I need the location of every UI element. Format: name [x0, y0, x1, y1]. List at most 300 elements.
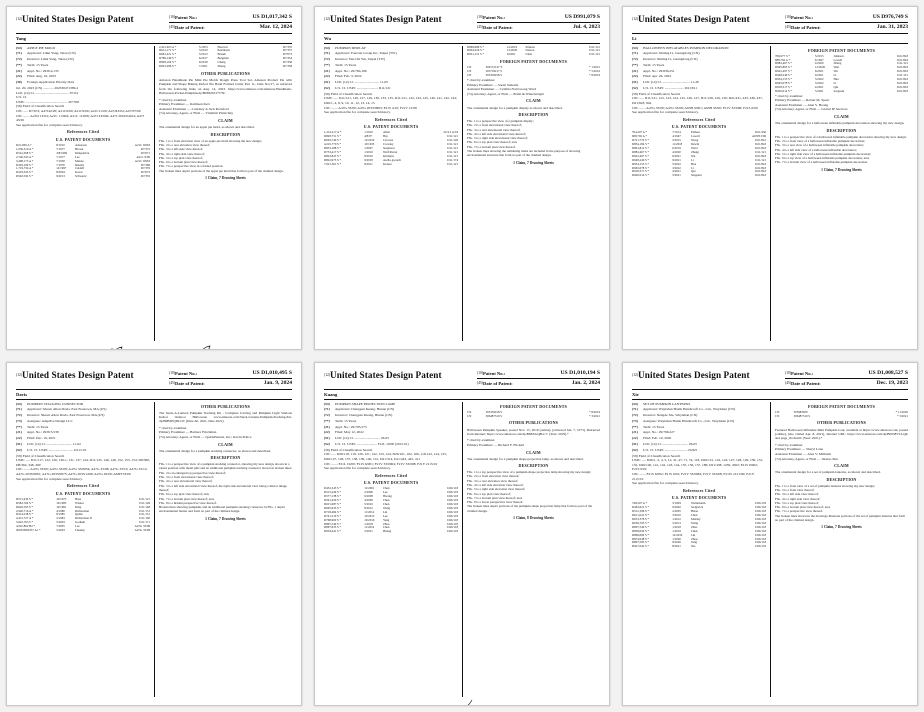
- code-12: (12): [632, 17, 638, 21]
- patent-page-6: [622, 362, 918, 706]
- table-row: D834,184 S * 11/2018 Dewitt D21/843: [632, 142, 766, 147]
- description-item: FIG. 8 is a hidden perspective view thereof.: [159, 500, 217, 505]
- table-row: D869,989 S * 12/2019 Simons D11/121: [467, 45, 600, 49]
- table-row: D922,497 S * 6/2021 Wu D21/843: [632, 153, 766, 158]
- header-left-2: [324, 14, 473, 24]
- description-item: FIG. 1 is a front view of a set of pumpkin lanterns showing my new design;: [775, 483, 875, 488]
- primary-examiner: Primary Examiner — Richard F. Flickert: [467, 442, 525, 447]
- field-71: [16, 51, 150, 56]
- uspc: USPC ................................................ D7/358: [16, 99, 80, 104]
- field-21: (21) Appl. No.: 29/784,186: [324, 68, 367, 73]
- us-patent-documents-title: U.S. PATENT DOCUMENTS: [671, 124, 727, 130]
- other-publications-title: OTHER PUBLICATIONS: [816, 420, 867, 426]
- cited-by-examiner: * cited by examiner: [775, 93, 803, 98]
- field-21: (21) Appl. No.: 29/766,227: [632, 430, 675, 435]
- table-row: D867,635 S * 11/2019 Chen D26/118: [324, 525, 458, 530]
- table-row: D522,308 S * 3/8/1982 Kirkpatrick D7/671: [16, 150, 150, 155]
- see-file-note: See application file for complete search history.: [324, 110, 391, 115]
- attorney-agent: (74) Attorney, Agent, or Firm — Jiaxiao Zhu: [775, 456, 838, 461]
- inventor-surname: Xie: [632, 390, 908, 400]
- table-row: 2,740,345 A * 7/1977 Lee A21C 9/00: [16, 154, 150, 159]
- field-54: (54) PUMPKIN STACKING CONNECTOR: [16, 401, 84, 406]
- date-value: Mar. 12, 2024: [259, 24, 292, 30]
- table-row: D665,933 S * 8/2012 Wang D26/118: [324, 505, 458, 510]
- code-10: (10): [477, 15, 484, 19]
- patent-cell-3[interactable]: [616, 0, 924, 356]
- field-22: (22) Filed: May 12, 2022: [324, 430, 364, 435]
- table-row: CN 303718217 S * 5/2016: [467, 69, 600, 74]
- date-value: Jan. 9, 2024: [263, 380, 292, 386]
- header-left-5: [324, 370, 473, 380]
- attorney-agent: (74) Attorney, Agent, or Firm — Global IP Services: [775, 107, 848, 112]
- description-item: FIG. 3 is a rear elevational view thereof;: [467, 127, 521, 132]
- other-publications-text: The Stack-A-Lantern Pumpkin Stacking Kit - Complete Carving and Pumpkin Light Stations Indoor Outdoor Halloween www.amazon.com/Stack-Lantern-Pumpkin-Stacking-Kit-dp/B0B3PQDLC0/ (Date Jul, 2021, Date 2021).: [159, 410, 292, 424]
- patent-page-2: [314, 6, 610, 350]
- patent-body-5: [324, 402, 600, 697]
- field-num: (30): [16, 80, 22, 85]
- attorney-agent: (74) Attorney, Agent, or Firm — Bolin & Wheelwright: [467, 91, 544, 96]
- drawing-area-6: [632, 699, 908, 707]
- inventor-surname: Li: [632, 34, 908, 44]
- table-row: D918,317 S * 4/2021 Qiu D21/843: [775, 84, 908, 89]
- claim-title: CLAIM: [834, 463, 849, 469]
- table-row: CN 305339018 S * 8/2019: [467, 73, 600, 78]
- date-label: Date of Patent:: [791, 25, 821, 30]
- attorney-agent: (74) Attorney, Agent, or Firm — Vladimir Pivnichny: [159, 111, 234, 116]
- description-item: FIG. 2 is a front view thereof;: [775, 487, 815, 492]
- table-row: 1,214,217 A * 1/1910 Allen 22/4 2 A/18: [324, 130, 458, 135]
- table-row: CN 300172147 Y * 1/2021: [467, 65, 600, 70]
- table-row: D869,082 S * 12/2019 Liu D26/118: [632, 532, 766, 537]
- patent-no-label: Patent No.:: [175, 15, 198, 20]
- table-row: D653,378 S * 1/2012 Mobley D26/118: [632, 517, 766, 521]
- table-row: D615,687 S * 5/2010 Chen D26/118: [324, 502, 458, 507]
- inventor-surname: Kuang: [324, 390, 600, 400]
- table-row: 704,207 A * 7/1914 Ealhew D21/436: [632, 130, 766, 135]
- foreign-patent-documents-title: FOREIGN PATENT DOCUMENTS: [499, 59, 568, 65]
- table-row: D721,774 S * 2/2015 Wong D21/841: [632, 138, 766, 143]
- table-row: CN 305339018 S * 8/2019: [467, 409, 600, 414]
- field-term: (**) Term: 15 Years: [324, 62, 357, 67]
- field-num: (21): [16, 68, 22, 73]
- see-file-note: See application file for complete search history.: [632, 110, 699, 115]
- cpc-text: CPC ....... F21L 19/00; F21S 6/001; F21V 33/0004; F21V 33/008; F21Y 2115/10: [324, 461, 438, 466]
- field-text: Appl. No.: 29/814,135: [27, 68, 59, 73]
- description-item: FIG. 7 is a bottom plan view thereof; and,: [467, 495, 523, 500]
- claims-sheets: 1 Claim, 8 Drawing Sheets: [513, 516, 554, 521]
- field-71: (71) Applicant: Wuyishan Haidu Handicraft Co., Ltd., Wuyishan (CN): [632, 407, 736, 412]
- field-52: (52) U.S. Cl. USPC ............................ D11/119: [16, 447, 87, 452]
- table-row: D807,549 S * 1/2018 Zhao D26/118: [632, 524, 766, 529]
- patent-page-1: [6, 6, 302, 350]
- table-row: 4,210,779 S * 10/1935 Crowley D11/121: [324, 142, 458, 147]
- inventor-surname: Davis: [16, 390, 292, 400]
- description-item: FIG. 2 is a front elevation view thereof;: [467, 474, 520, 479]
- cpc-text: CPC ....... F21S 6/002; F21S 9/02; F21V 33/0084; F21V 33/008; F21W 2121/00; F21Y 2115/10: [632, 471, 755, 481]
- table-row: D861,812 S * 6/2019 Ward D21/843: [632, 146, 766, 151]
- drawing-area-5: [324, 699, 600, 707]
- table-row: D21,839 A * 8/1910 Ackerson A21C 9/063: [16, 143, 150, 147]
- patent-no-value: US D991,079 S: [564, 14, 600, 20]
- see-file-note: See application file for complete search history.: [324, 466, 391, 471]
- field-71: (71) Applicant: Xinling Li, Guangdong (CN): [632, 51, 700, 56]
- page-title: United States Design Patent: [22, 370, 134, 380]
- table-row: 4,910,802 B2 * 7/2005 Lee A47G 33/08: [16, 524, 150, 529]
- patent-no-label: Patent No.:: [175, 371, 198, 376]
- field-71: (71) Applicant: Yourstar Group Inc, Taipei (TW): [324, 51, 397, 56]
- field-text: Term: 15 Years: [27, 62, 49, 67]
- field-term: [16, 63, 150, 68]
- description-item: FIG. 3 is a left-side view thereof;: [159, 147, 203, 152]
- date-value: Jan. 31, 2023: [876, 24, 908, 30]
- field-54: [16, 46, 150, 51]
- field-71: (71) Applicant: Chengpan Kuang, Hunan (CN): [324, 407, 395, 412]
- right-column-4: [154, 402, 292, 697]
- primary-examiner: Primary Examiner — Sheryl Lane: [775, 447, 824, 452]
- left-column-3: [632, 46, 770, 341]
- code-10: (10): [169, 15, 176, 19]
- patent-header-2: [324, 14, 600, 34]
- table-row: D629,749 S * 12/2010 Ciccone D11/126: [324, 138, 458, 143]
- description-item: FIG. 5 is a right side elevational view thereof;: [467, 136, 528, 141]
- see-file-note: See application file for complete search history.: [632, 481, 699, 486]
- table-row: D927,042 S * 8/2021 Xie D26/118: [632, 544, 766, 549]
- field-22: (22) Filed: Apr. 26, 2022: [632, 74, 672, 79]
- field-term: (**) Term: 15 Years: [16, 424, 49, 429]
- table-row: 688,702 A * 6/1947 Lowell D21/843: [775, 57, 908, 62]
- field-21: (21) Appl. No.: 29/815,538: [16, 430, 59, 435]
- code-45: (45): [169, 381, 176, 385]
- table-row: D931,151 S * 9/2021 Chen D11/121: [467, 52, 600, 57]
- table-row: CN 306487319 S * 3/2021: [775, 413, 908, 418]
- table-row: 608,702 A * 4/1947 Lowell A63H 3/06: [632, 134, 766, 139]
- patent-body-1: [16, 46, 292, 341]
- field-51: (51) LOC (14) Cl. ............................. 26-05: [324, 436, 390, 441]
- patent-date-row: [785, 380, 908, 387]
- drawing-area-2: [324, 343, 600, 351]
- header-left-6: [632, 370, 781, 380]
- description-item: FIG. 7 is a bottom plan view thereof; and,: [159, 496, 215, 501]
- references-table: [324, 487, 458, 534]
- header-right-5: [473, 370, 600, 387]
- table-row: D577,138 S * 9/2008 Hwang D26/118: [324, 494, 458, 499]
- description-item: FIG. 6 is a bottom plan view thereof; and,: [775, 505, 831, 510]
- header-divider: [785, 22, 908, 23]
- table-row: D656,795 S * 5/2013 Wang D26/118: [632, 520, 766, 525]
- description-title: DESCRIPTION: [826, 127, 857, 133]
- code-45: (45): [477, 381, 484, 385]
- description-item: FIG. 4 is a right side view thereof;: [775, 496, 821, 501]
- patent-page-4: [6, 362, 302, 706]
- code-10: (10): [785, 371, 792, 375]
- foreign-patent-documents-title: FOREIGN PATENT DOCUMENTS: [807, 403, 876, 409]
- field-of-search-label: (58) Field of Classification Search: [16, 453, 65, 458]
- table-row: D768,900 S * 10/2016 Yang D26/118: [324, 517, 458, 522]
- field-54: (54) PUMPKIN SHAPE PROJECTION LAMP: [324, 401, 396, 406]
- header-left-1: [16, 14, 165, 24]
- references-cited-title: References Cited: [66, 483, 100, 489]
- code-10: (10): [477, 371, 484, 375]
- table-row: D965,078 S * 3/2022 Li D21/843: [775, 80, 908, 85]
- description-item: FIG. 5 is a top plan view thereof;: [775, 500, 819, 505]
- field-text: Inventor: Lihui Yang, Taizu (CN): [27, 57, 74, 62]
- drawing-area-1: [16, 343, 292, 351]
- field-num: (54): [16, 45, 22, 50]
- description-title: DESCRIPTION: [210, 455, 241, 461]
- header-right-1: [165, 14, 292, 31]
- field-term: (**) Term: 15 Years: [324, 418, 357, 423]
- table-row: D828,104 S * 9/2018 Cheng D7/358: [159, 60, 292, 65]
- table-row: D515,249 S * 2/2006 Lee D26/118: [324, 490, 458, 495]
- description-item: The broken lines depict portions of the apple pie mold that form no part of the claimed design.: [159, 168, 284, 173]
- description-item: FIG. 8 is a lower perspective view thereof.: [467, 500, 524, 505]
- description-item: FIG. 1 is a front elevation view of an apple pie mold showing the new design;: [159, 138, 262, 143]
- assistant-examiner: Assistant Examiner — Cynthia Nail Luong Ward: [467, 87, 536, 92]
- see-file-note: See application file for complete search history.: [16, 476, 83, 481]
- foreign-references-table: [775, 55, 908, 94]
- description-item: FIG. 4 is a rear elevational view thereof;: [159, 479, 213, 484]
- claims-sheets: 1 Claim, 7 Drawing Sheets: [205, 176, 246, 180]
- header-right-2: [473, 14, 600, 31]
- description-list: [775, 135, 908, 165]
- claims-sheets: 1 Claim, 7 Drawing Sheets: [205, 516, 246, 521]
- description-item: FIG. 4 is a right-side view thereof;: [159, 151, 205, 156]
- description-item: Broken lines showing pumpkins and an additional pumpkin stacking connector in FIG. 1 depict environmental matter and form no part of the claimed design.: [159, 505, 285, 514]
- patent-number-row: [477, 14, 600, 21]
- drawing-area-4: [16, 699, 292, 707]
- cited-by-examiner: * cited by examiner: [159, 97, 187, 102]
- field-22: (22) Filed: Dec. 19, 2021: [16, 436, 56, 441]
- field-72: [16, 57, 150, 62]
- field-of-search-label: (58) Field of Classification Search: [324, 91, 373, 96]
- table-row: 1,719,734 A * 12/1997 Caldeff D7/376: [16, 166, 150, 171]
- table-row: 1,036,519 A * 7/1977 Brown D7/372: [16, 146, 150, 151]
- code-10: (10): [169, 371, 176, 375]
- date-label: Date of Patent:: [791, 381, 821, 386]
- page-title: United States Design Patent: [22, 14, 134, 24]
- table-row: D611,641 S * 3/2010 Chen D26/118: [632, 513, 766, 518]
- table-row: 748,207 A * 5/1904 Wallenstein D26/118: [632, 501, 766, 506]
- foreign-references-table: [467, 411, 600, 419]
- right-column-6: [770, 402, 908, 697]
- claims-sheets: 1 Claim, 7 Drawing Sheets: [513, 160, 554, 165]
- description-item: FIG. 7 is a perspective view in a folded position.: [159, 164, 224, 169]
- other-publications-text: Featured Halloween Inflatable Mini Pumpkin look, available at https://www.amazon.com, posted [online], [site visited Apr. 8, 2021], Internet URL: https://www.amazon.com/dp/B0938VCLQK and page_th=detail/ (Year: 2021).*: [775, 427, 908, 441]
- field-72: (72) Inventor: Chengpan Kuang, Hunan (CN): [324, 413, 393, 418]
- field-text: APPLE PIE MOLD: [27, 45, 56, 50]
- table-row: D515,430 S * 10/1973 Haas D11/121: [16, 496, 150, 501]
- patent-cell-2[interactable]: [308, 0, 616, 356]
- description-item: FIG. 1 is a top perspective view of a pumpkin shape projection lamp showing my new design;: [467, 470, 592, 475]
- table-row: CN 306487319 S * 3/2021: [467, 413, 600, 418]
- other-publications-text: Amazon Handmade Pie Mini Pie Molds Dough Press Tool Set, Amazon Product Pie with Pumpkin and Shape Baking Perfect Pie Hand Formed Cutter Part 11,. Date Nov17, as retrieved from the following links on Aug. 14, 2023. https://www.amazon.com/Amazon-Handmade-Halloween-Pocket-Pumpkin-dp/B08XNZVT7N/.: [159, 78, 292, 96]
- patent-number-row: [169, 14, 292, 21]
- description-item: FIG. 3 is a front elevational view thereof;: [159, 475, 214, 480]
- description-item: FIG. 1 is a perspective view of a pumpkin display;: [467, 119, 534, 123]
- header-left-4: [16, 370, 165, 380]
- patent-cell-4[interactable]: [0, 356, 308, 712]
- description-item: FIG. 2 is a rear elevation view thereof;: [159, 142, 211, 147]
- field-52: (52) U.S. Cl. USPC ...................... D21/811: [632, 85, 698, 90]
- code-45: (45): [785, 25, 792, 29]
- claims-sheets: 1 Claim, 7 Drawing Sheets: [821, 167, 862, 172]
- right-column-2: [462, 46, 600, 341]
- page-title: United States Design Patent: [638, 370, 750, 380]
- table-row: D874,048 S * 1/2020 Zhou D26/118: [632, 536, 766, 541]
- description-title: DESCRIPTION: [826, 476, 857, 482]
- field-54: (54) PUMPKIN DISPLAY: [324, 45, 367, 50]
- claims-sheets: 1 Claim, 7 Drawing Sheets: [821, 525, 862, 530]
- left-column-4: [16, 402, 154, 697]
- primary-examiner: Primary Examiner — Robert M. Spear: [775, 98, 830, 103]
- field-of-search-text: CPC ..... D7/672; A47J42/20; A21C9/00; A21C9/06; A21C11/00; A47J43/04; A47J37/00: [16, 108, 141, 113]
- table-row: D822,847 S * 8/2010 Kitchens D11/121: [324, 153, 458, 158]
- claim-text: The ornamental design for a pumpkin shape projection lamp, as shown and described.: [467, 456, 584, 461]
- us-patent-documents-title: U.S. PATENT DOCUMENTS: [55, 490, 111, 496]
- header-divider: [169, 378, 292, 379]
- left-column-5: [324, 402, 462, 697]
- table-row: 3,498,175 A * 7/1950 Massie A21C 9/063: [16, 158, 150, 163]
- table-row: 2,920,716 A * 4/1980 Richardson D11/151: [16, 508, 150, 513]
- header-right-4: [165, 370, 292, 387]
- description-item: FIG. 1 is a perspective view of a halloween inflatable pumpkin decoration showing my new design;: [775, 134, 907, 139]
- patent-no-value: US D1,008,527 S: [868, 370, 908, 376]
- inventor-surname: Wu: [324, 34, 600, 44]
- other-publications-title: OTHER PUBLICATIONS: [200, 70, 251, 76]
- description-item: FIG. 4 is a left side view of a halloween inflatable decoration;: [775, 147, 857, 152]
- description-item: FIG. 5 is a top plan view thereof;: [159, 155, 203, 160]
- page-title: United States Design Patent: [638, 14, 750, 24]
- field-51: (51) LOC (14) Cl. ............................. 26-05: [632, 441, 698, 446]
- pumpkin-projection-lamp-drawing: [342, 699, 582, 707]
- date-label: Date of Patent:: [483, 25, 513, 30]
- left-column-6: [632, 402, 770, 697]
- other-publications-title: OTHER PUBLICATIONS: [508, 420, 559, 426]
- claim-text: The ornamental design for an apple pie mold, as shown and described.: [159, 125, 255, 130]
- patent-no-value: US D1,010,495 S: [252, 370, 292, 376]
- table-row: D512,186 S * 2/2005 Hsiao D26/118: [632, 509, 766, 514]
- references-cited-title: References Cited: [682, 116, 716, 122]
- us-class-label: U.S. Cl.: [16, 95, 28, 100]
- description-item: FIG. 6 is a top plan view thereof; and,: [159, 492, 210, 497]
- table-row: D582,764 S * 10/1985 Wisner D11/149: [16, 500, 150, 505]
- header-divider: [477, 378, 600, 379]
- continued-refs: [467, 46, 600, 58]
- cpc-text: CPC ....... A47G 33/00; A47G 33/08; A63H 3/001; A63H 33/00; F21V 33/008; F21S 6/00: [632, 105, 758, 110]
- patent-number-row: [785, 370, 908, 377]
- description-list: [467, 119, 600, 158]
- description-item: FIG. 5 is a right side elevation view thereof;: [467, 487, 526, 492]
- table-row: 4,412,727 A * 2/1983 Richardson II D11/140: [16, 516, 150, 521]
- description-item: The broken lines showing the remaining items are included in the purpose of showing environmental structure that form no part of the claimed design.: [467, 149, 581, 158]
- code-45: (45): [477, 25, 484, 29]
- foreign-patent-documents-title: FOREIGN PATENT DOCUMENTS: [499, 403, 568, 409]
- patent-date-row: [169, 24, 292, 31]
- field-of-search-label: (58) Field of Classification Search: [16, 104, 65, 109]
- field-54: (54) SET OF PUMPKIN LANTERNS: [632, 401, 691, 406]
- patent-number-row: [785, 14, 908, 21]
- patent-header-6: [632, 370, 908, 390]
- description-list: [159, 462, 292, 514]
- field-72: (72) Inventor: Nengde Xie, Wuyishan (CN): [632, 413, 698, 418]
- description-item: FIG. 5 is a right side view of a halloween inflatable pumpkin decoration;: [775, 151, 872, 156]
- patent-header-4: [16, 370, 292, 390]
- continued-refs: [159, 46, 292, 69]
- table-row: D833,188 S * 1/2007 Stapleton D11/121: [324, 146, 458, 151]
- page-title: United States Design Patent: [330, 14, 442, 24]
- field-num: (22): [16, 74, 22, 79]
- description-item: FIG. 6 is a bottom plan view thereof;: [159, 160, 208, 165]
- header-divider: [785, 378, 908, 379]
- field-51: (51) LOC (14) Cl. ............................. 11-02: [16, 441, 81, 446]
- cited-by-examiner: * cited by examiner: [159, 425, 187, 430]
- table-row: D920,014 S * 5/2021 Sergeant D21/843: [632, 173, 766, 178]
- us-patent-documents-title: U.S. PATENT DOCUMENTS: [363, 480, 419, 486]
- table-row: 2003/0082337 A1 * 5/2003 Cheung A47G 33/08: [16, 528, 150, 533]
- table-row: 706,977 S * 5/2015 Johnson D21/843: [775, 53, 908, 58]
- patent-cell-1[interactable]: [0, 0, 308, 356]
- us-patent-documents-title: U.S. PATENT DOCUMENTS: [363, 124, 419, 130]
- right-column-3: [770, 46, 908, 341]
- patent-no-value: US D976,749 S: [872, 14, 908, 20]
- field-21: (21) Appl. No.: 29/836,251: [632, 68, 675, 73]
- patent-no-label: Patent No.:: [483, 15, 506, 20]
- field-72: (72) Inventor: Shawn Allen Davis, East Freetown, MA (US): [16, 413, 105, 418]
- table-row: D925,286 S * 7/2021 Zhang D7/358: [159, 64, 292, 69]
- field-term: (**) Term: 15 Years: [632, 424, 665, 429]
- table-row: D329,169 S * 7/1976 Rizzuti D7/366: [16, 162, 150, 167]
- patent-page-3: [622, 6, 918, 350]
- description-item: FIG. 3 is a rear view of a halloween inflatable pumpkin decoration;: [775, 143, 864, 148]
- table-row: D954,153 S * 5/2022 Hua D21/843: [632, 161, 766, 166]
- field-51: (51) LOC (14) Cl. ............................ 11-05: [324, 80, 389, 85]
- patent-cell-6[interactable]: [616, 356, 924, 712]
- table-row: D718,484 S * 11/2014 Lin D26/118: [324, 509, 458, 514]
- table-row: D922,497 S * 6/2021 Wu D21/843: [775, 69, 908, 74]
- patent-number-row: [169, 370, 292, 377]
- code-12: (12): [324, 17, 330, 21]
- table-row: D928,249 S * 9/2021 Li D11/121: [632, 157, 766, 162]
- see-file-note: See application file for complete search history.: [16, 122, 83, 127]
- table-row: 5,622,763 S * 5/2003 Gorham D11/171: [16, 520, 150, 525]
- field-of-search-label: (58) Field of Classification Search: [324, 447, 373, 452]
- references-cited-title: References Cited: [374, 472, 408, 478]
- references-cited-title: References Cited: [682, 487, 716, 493]
- page-title: United States Design Patent: [330, 370, 442, 380]
- claim-title: CLAIM: [526, 98, 541, 104]
- patent-cell-5[interactable]: [308, 356, 616, 712]
- table-row: D807,549 S * 1/2018 Zhou D26/118: [324, 521, 458, 526]
- field-of-search-text: USPC ..... D11/121, 126, 127, 129, 130, 133, 135, D11/121, 122, 124, 125, 140, 141, 142, 144; D26/1, 4, 8, 9, 10, 11, 12, 13, 14, 15: [324, 96, 457, 105]
- table-row: 2,421,025 A * 5/1953 Howard D7/355: [159, 45, 292, 49]
- field-term: (**) Term: 15 Years: [632, 62, 665, 67]
- header-left-3: [632, 14, 781, 24]
- primary-examiner: Primary Examiner — Kathleen Kerr: [159, 102, 210, 107]
- table-row: D612,171 S * 3/2010 Pendleton D7/357: [159, 48, 292, 53]
- claim-title: CLAIM: [834, 114, 849, 120]
- table-row: D918,317 S * 4/2021 Qiu D21/843: [632, 169, 766, 174]
- table-row: D928,249 S * 9/2021 Li D11/121: [775, 73, 908, 78]
- table-row: D828,751 S * 4/8/07 Bay D11/121: [324, 134, 458, 139]
- table-row: D789,149 S * 6/2017 Bergman D7/354: [159, 56, 292, 61]
- us-patent-documents-title: U.S. PATENT DOCUMENTS: [671, 495, 727, 501]
- code-12: (12): [632, 373, 638, 377]
- table-row: D626,763 S * 10/1981 King D11/148: [16, 504, 150, 509]
- claim-text: The ornamental design for a pumpkin stacking connector, as shown and described.: [159, 448, 272, 453]
- field-30: [16, 80, 150, 85]
- code-12: (12): [16, 373, 22, 377]
- table-row: D540,592 S * 9/2013 Schwartz D7/355: [16, 174, 150, 179]
